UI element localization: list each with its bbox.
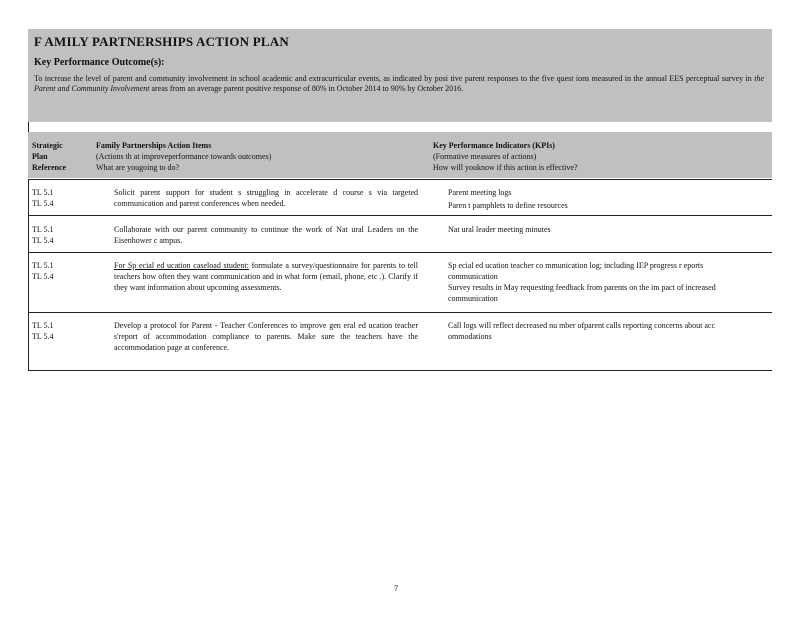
ref-column-header: Strategic Plan Reference (32, 141, 67, 172)
action-item: Solicit parent support for student s struggling in accelerate d course s via targeted communication and parent conferences when needed. (114, 188, 418, 208)
plan-header-band (28, 29, 772, 122)
kpi-item: Survey results in May requesting feedback from parents on the im pact of increased communication (448, 283, 716, 303)
action-item: For Sp ecial ed ucation caseload student: formulate a survey/questionnaire for parents to tell teachers how often they want communication and in what form (email, phone, etc .). Clarify if they want information about upcoming assessments. (114, 261, 418, 292)
strategic-ref: TL 5.1 TL 5.4 (32, 261, 54, 281)
row-divider (28, 370, 772, 371)
key-performance-outcomes-label: Key Performance Outcome(s): (34, 57, 165, 68)
page-title: F AMILY PARTNERSHIPS ACTION PLAN (34, 34, 289, 49)
strategic-ref: TL 5.1 TL 5.4 (32, 321, 54, 341)
kpi-item: Parent meeting logs (448, 188, 512, 197)
kpi-list (448, 224, 754, 235)
row-divider (28, 215, 772, 216)
action-item: Develop a protocol for Parent - Teacher Conferences to improve gen eral ed ucation teacher s'report of accommodation compliance to parents. Make sure the teachers have the accommodation page at conference. (114, 321, 418, 352)
outcome-italic-phrase: the Parent and Community Involvement (34, 74, 764, 93)
outcome-text: To increase the level of parent and community involvement in school academic and extracurricular events, as indicated by posi tive parent responses to the five quest ions measured in the annual EES perceptual survey in the Parent and Community Involvement areas from an average parent positive response of 80% in October 2014 to 90% by October 2016. (34, 74, 764, 93)
left-rule (28, 122, 29, 132)
kpi-column-header: Key Performance Indicators (KPIs) (Formative measures of actions) How will youknow if this action is effective? (433, 141, 578, 172)
row-divider (28, 312, 772, 313)
kpi-item: Call logs will reflect decreased nu mber ofparent calls reporting concerns about acc ommodations (448, 321, 715, 341)
page-number: 7 (394, 584, 398, 593)
kpi-item: Paren t pamphlets to define resources (448, 201, 568, 210)
kpi-list (448, 260, 754, 304)
strategic-ref: TL 5.1 TL 5.4 (32, 225, 54, 245)
kpi-item: Sp ecial ed ucation teacher co mmunication log; including IEP progress r eports communication (448, 261, 704, 281)
strategic-ref: TL 5.1 TL 5.4 (32, 188, 54, 208)
action-column-header: Family Partnerships Action Items (Actions th at improveperformance towards outcomes) What are yougoing to do? (96, 141, 272, 172)
kpi-list (448, 187, 754, 211)
column-header-band (28, 132, 772, 178)
kpi-list (448, 320, 754, 342)
kpi-item: Nat ural leader meeting minutes (448, 225, 551, 234)
row-divider (28, 179, 772, 180)
action-item: Collaborate with our parent community to continue the work of Nat ural Leaders on the Eisenhower c ampus. (114, 225, 418, 245)
table-left-border (28, 179, 29, 371)
row-divider (28, 252, 772, 253)
